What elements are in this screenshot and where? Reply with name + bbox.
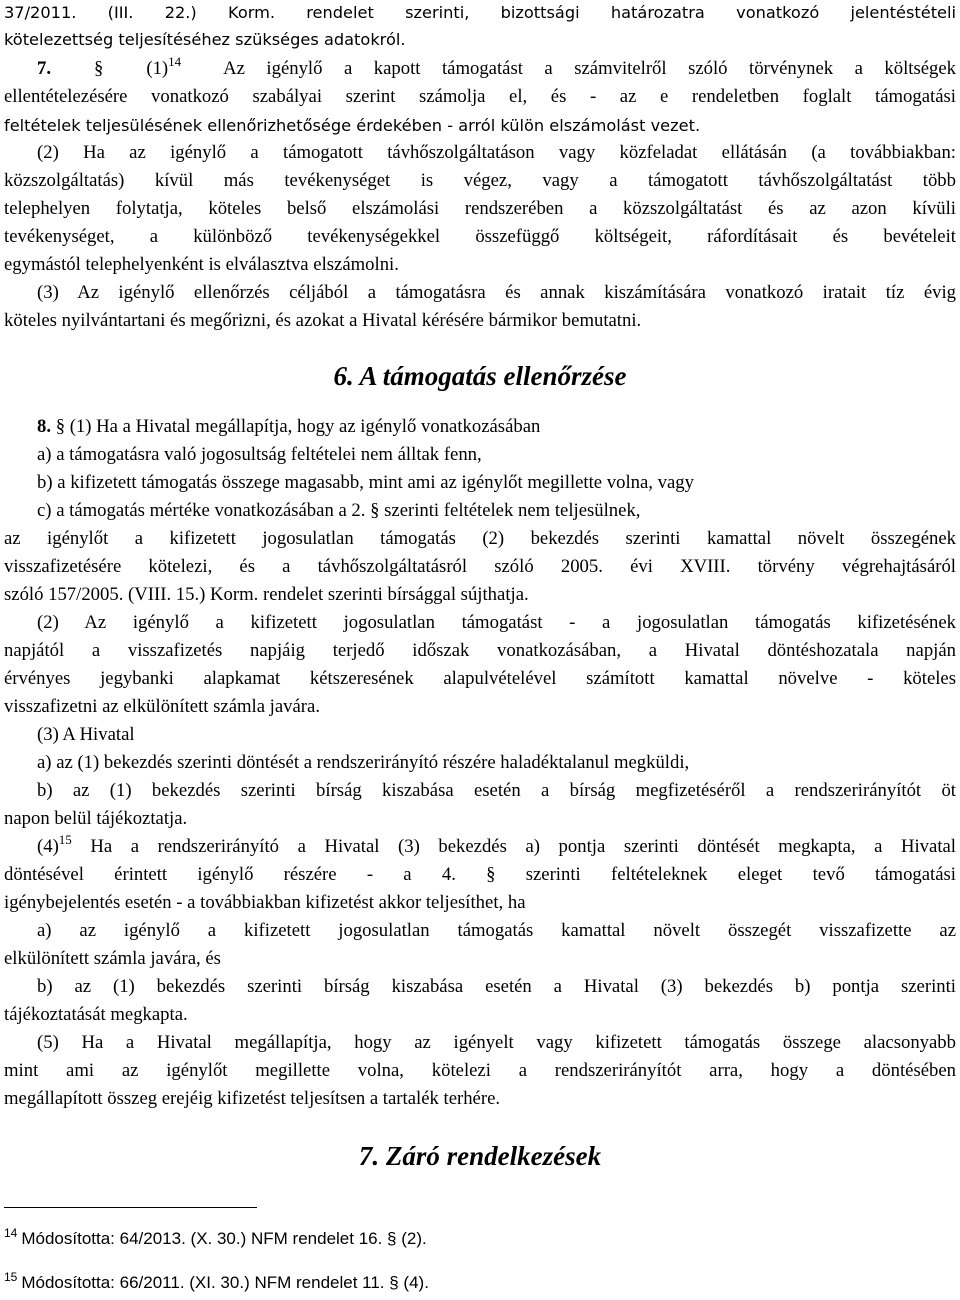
paragraph-line: visszafizetésére kötelezi, és a távhőszolgáltatásról szóló 2005. évi XVIII. törvény végrehajtásáról xyxy=(4,556,956,577)
paragraph-line: tájékoztatását megkapta. xyxy=(4,1004,188,1025)
paragraph-line: (2) Ha az igénylő a támogatott távhőszolgáltatáson vagy közfeladat ellátásán (a továbbiakban: xyxy=(37,142,956,163)
section-8-para-1-line: 8. § (1) Ha a Hivatal megállapítja, hogy az igénylő vonatkozásában xyxy=(37,416,541,437)
paragraph-line: elkülönített számla javára, és xyxy=(4,948,221,969)
paragraph-text: Ha a rendszerirányító a Hivatal (3) bekezdés a) pontja szerinti döntését megkapta, a Hivatal xyxy=(90,836,956,857)
footnote-number: 14 xyxy=(4,1226,18,1240)
section-8-para-4-line: $(4)^{15}$ Ha a rendszerirányító a Hivatal (3) bekezdés a) pontja szerinti döntését megkapta, a Hivatal xyxy=(37,832,956,857)
section-heading-6: 6. A támogatás ellenőrzése xyxy=(333,361,627,391)
paragraph-line: telephelyen folytatja, köteles belső elszámolási rendszerében a közszolgáltatást és az azon kívüli xyxy=(4,198,956,219)
footnote-ref-14: 14 xyxy=(168,54,182,69)
list-item-b: b) az (1) bekezdés szerinti bírság kiszabása esetén a bírság megfizetéséről a rendszerirányítót öt xyxy=(37,780,956,801)
paragraph-line: (5) Ha a Hivatal megállapítja, hogy az igényelt vagy kifizetett támogatás összege alacsonyabb xyxy=(37,1032,956,1053)
list-item-a: a) a támogatásra való jogosultság feltételei nem álltak fenn, xyxy=(37,444,482,465)
list-item-a: a) az (1) bekezdés szerinti döntését a rendszerirányító részére haladéktalanul megküldi, xyxy=(37,752,690,773)
list-item-b: b) a kifizetett támogatás összege magasabb, mint ami az igénylőt megillette volna, vagy xyxy=(37,472,694,493)
list-item-c: c) a támogatás mértéke vonatkozásában a 2. § szerinti feltételek nem teljesülnek, xyxy=(37,500,641,521)
paragraph-line: visszafizetni az elkülönített számla javára. xyxy=(4,696,320,717)
section-heading-7: 7. Záró rendelkezések xyxy=(358,1141,602,1171)
paragraph-line: (3) Az igénylő ellenőrzés céljából a támogatásra és annak kiszámítására vonatkozó iratait tíz évig xyxy=(37,282,956,303)
paragraph-line: napon belül tájékoztatja. xyxy=(4,808,188,829)
footnote-text: Módosította: 64/2013. (X. 30.) NFM rendelet 16. § (2). xyxy=(21,1229,427,1248)
paragraph-line: ellentételezésére vonatkozó szabályai szerint számolja el, és - az e rendeletben foglalt támogatási xyxy=(4,86,956,107)
paragraph-line: szóló 157/2005. (VIII. 15.) Korm. rendelet szerinti bírsággal sújthatja. xyxy=(4,584,529,605)
paragraph-line: döntésével érintett igénylő részére - a 4. § szerinti feltételeknek eleget tevő támogatási xyxy=(4,864,956,885)
paragraph-text: (1) Ha a Hivatal megállapítja, hogy az igénylő vonatkozásában xyxy=(69,416,541,437)
paragraph-line: az igénylőt a kifizetett jogosulatlan támogatás (2) bekezdés szerinti kamattal növelt összegének xyxy=(4,528,956,549)
section-number: 7. xyxy=(37,58,52,79)
paragraph-line: napjától a visszafizetés napjáig terjedő időszak vonatkozásában, a Hivatal döntéshozatala napján xyxy=(4,640,956,661)
paragraph-line: egymástól telephelyenként is elválasztva elszámolni. xyxy=(4,254,399,275)
section-7-para-1-line: 7. § $(1)^{14}$ Az igénylő a kapott támogatást a számvitelről szóló törvénynek a költségek xyxy=(37,54,956,79)
paragraph-line: tevékenységet, a különböző tevékenységekkel összefüggő költségeit, ráfordításait és bevételeit xyxy=(4,226,956,247)
paragraph-line: (2) Az igénylő a kifizetett jogosulatlan támogatást - a jogosulatlan támogatás kifizetésének xyxy=(37,612,956,633)
paragraph-line: 37/2011. (III. 22.) Korm. rendelet szerinti, bizottsági határozatra vonatkozó jelentéstételi xyxy=(4,3,956,22)
footnote-14 xyxy=(4,1228,427,1251)
paragraph-line: kötelezettség teljesítéséhez szükséges adatokról. xyxy=(4,30,406,49)
paragraph-line: megállapított összeg erejéig kifizetést teljesítsen a tartalék terhére. xyxy=(4,1088,501,1109)
paragraph-text: Az igénylő a kapott támogatást a számvitelről szóló törvénynek a költségek xyxy=(223,58,956,79)
paragraph-line: közszolgáltatás) kívül más tevékenységet is végez, vagy a támogatott távhőszolgáltatást több xyxy=(4,170,956,191)
list-item-b: b) az (1) bekezdés szerinti bírság kiszabása esetén a Hivatal (3) bekezdés b) pontja szerinti xyxy=(37,976,956,997)
footnote-separator xyxy=(4,1207,257,1208)
paragraph-line: igénybejelentés esetén - a továbbiakban kifizetést akkor teljesíthet, ha xyxy=(4,892,526,913)
paragraph-line: feltételek teljesülésének ellenőrizhetősége érdekében - arról külön elszámolást vezet. xyxy=(4,116,701,135)
footnote-text: Módosította: 66/2011. (XI. 30.) NFM rendelet 11. § (4). xyxy=(21,1273,429,1292)
footnote-15 xyxy=(4,1272,429,1295)
footnote-ref-15: 15 xyxy=(58,832,72,847)
footnote-number: 15 xyxy=(4,1270,18,1284)
paragraph-line: köteles nyilvántartani és megőrizni, és azokat a Hivatal kérésére bármikor bemutatni. xyxy=(4,310,642,331)
paragraph-line: mint ami az igénylőt megillette volna, kötelezi a rendszerirányítót arra, hogy a döntésében xyxy=(4,1060,956,1081)
list-item-a: a) az igénylő a kifizetett jogosulatlan támogatás kamattal növelt összegét visszafizette az xyxy=(37,920,956,941)
paragraph-line: (3) A Hivatal xyxy=(37,724,135,745)
paragraph-line: érvényes jegybanki alapkamat kétszeresének alapulvételével számított kamattal növelve - köteles xyxy=(4,668,956,689)
section-number: 8. xyxy=(37,416,52,437)
